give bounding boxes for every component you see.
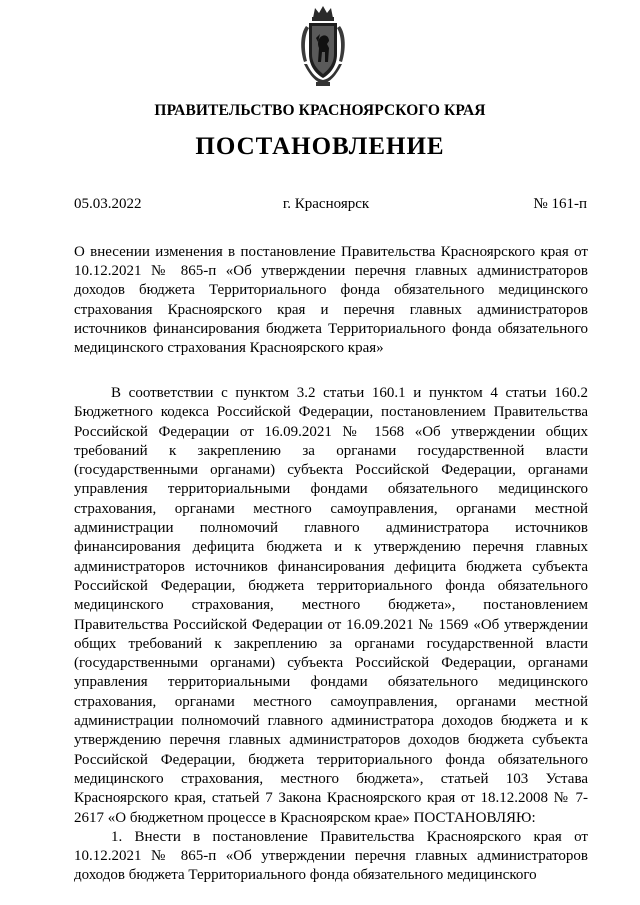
document-date: 05.03.2022 — [74, 196, 142, 212]
body-paragraph: В соответствии с пунктом 3.2 статьи 160.1 и пунктом 4 статьи 160.2 Бюджетного кодекса Российской Федерации, постановлением Правительства Российской Федерации от 16.09.2021 № 1568 «Об утверждении общих требований к закреплению за органами государственной власти (государственными органами) субъекта Российской Федерации, органами управления территориальными фондами обязательного медицинского страхования, органами местного самоуправления, органами местной администрации полномочий главного администратора источников финансирования дефицита бюджета и к утверждению перечня главных администраторов источников финансирования дефицита бюджета субъекта Российской Федерации, бюджета территориального фонда обязательного медицинского страхования, местного бюджета», постановлением Правительства Российской Федерации от 16.09.2021 № 1569 «Об утверждении общих требований к закреплению за органами государственной власти (государственными органами) субъекта Российской Федерации, органами управления территориальными фондами обязательного медицинского страхования, органами местного самоуправления, органами местной администрации полномочий главного администратора доходов бюджета и к утверждению перечня главных администраторов доходов бюджета субъекта Российской Федерации, бюджета территориального фонда обязательного медицинского страхования, местного бюджета», статьей 103 Устава Красноярского края, статьей 7 Закона Красноярского края от 18.12.2008 № 7-2617 «О бюджетном процессе в Красноярском крае» ПОСТАНОВЛЯЮ: — [74, 385, 588, 826]
document-title: О внесении изменения в постановление Правительства Красноярского края от 10.12.2021 № 865-п «Об утверждении перечня главных администраторов доходов бюджета Территориального фонда обязательного медицинского страхования Красноярского края и перечня главных администраторов источников финансирования бюджета Территориального фонда обязательного медицинского страхования Красноярского края» — [74, 244, 588, 357]
coat-of-arms-icon — [296, 4, 350, 88]
document-type: ПОСТАНОВЛЕНИЕ — [195, 133, 445, 160]
document-city: г. Красноярск — [282, 196, 370, 212]
document-number: № 161-п — [533, 196, 587, 212]
government-name: ПРАВИТЕЛЬСТВО КРАСНОЯРСКОГО КРАЯ — [154, 102, 486, 119]
body-paragraph: 1. Внести в постановление Правительства Красноярского края от 10.12.2021 № 865-п «Об утверждении перечня главных администраторов доходов бюджета Территориального фонда обязательного медицинского — [74, 828, 588, 884]
document-body — [74, 384, 588, 886]
